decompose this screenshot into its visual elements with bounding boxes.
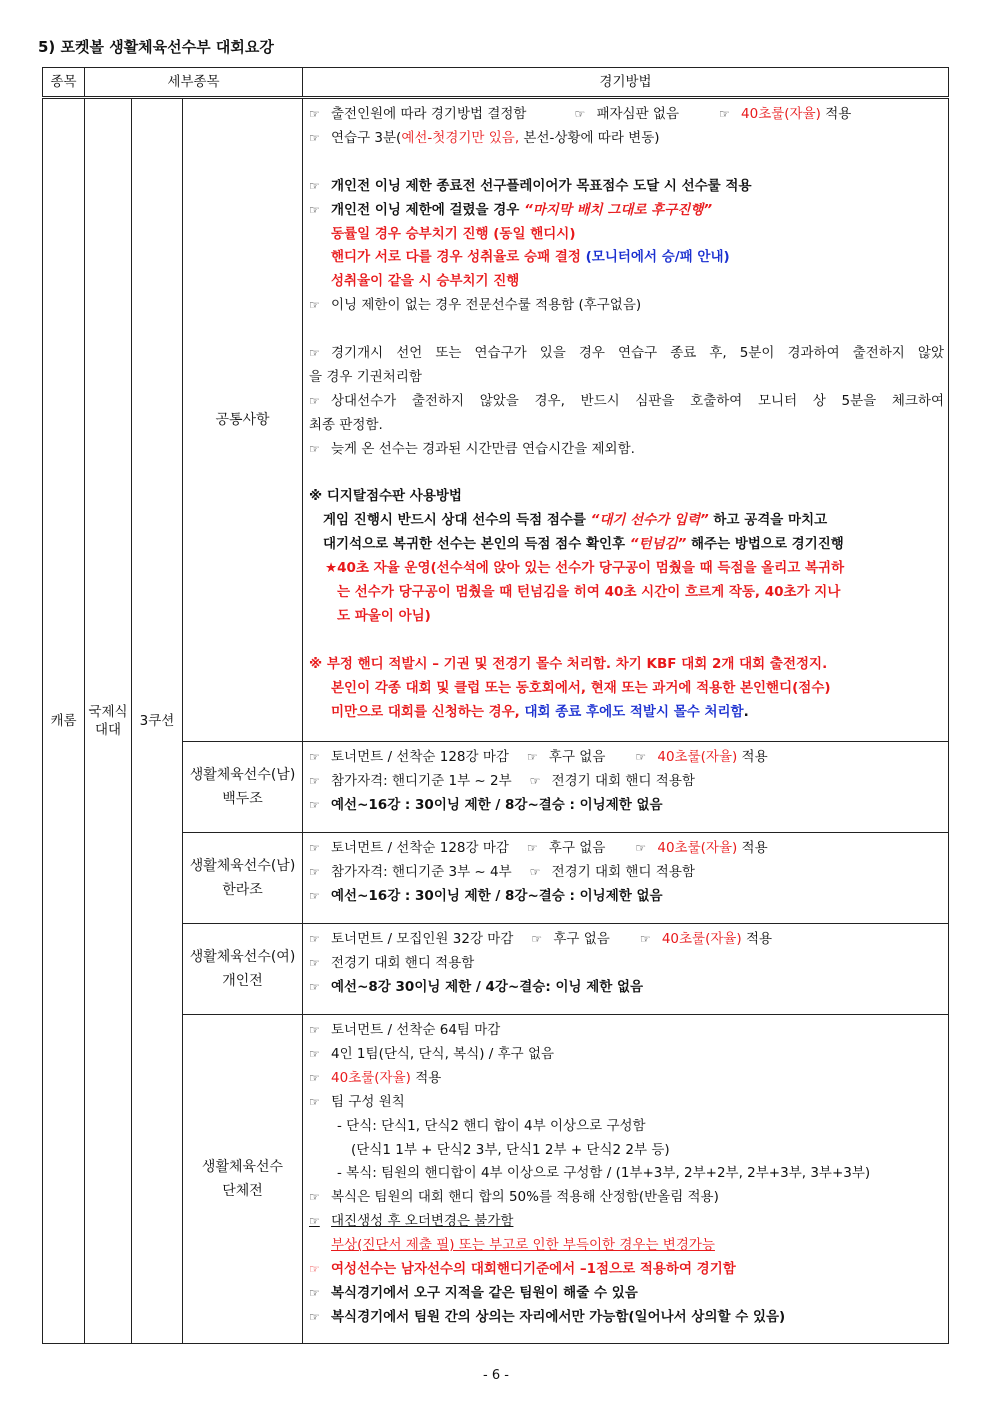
pointing-hand-icon: ☞ (309, 1070, 320, 1085)
rules-table (42, 67, 949, 1344)
rule-line: (단식1 1부 + 단식2 3부, 단식1 2부 + 단식2 2부 등) (351, 1141, 670, 1158)
pointing-hand-icon: ☞ (309, 298, 320, 313)
pointing-hand-icon: ☞ (309, 346, 320, 361)
header-category-cell: 종목 (43, 68, 85, 98)
pointing-hand-icon: ☞ (309, 932, 320, 946)
rule-line: 생활체육선수(여) (189, 949, 296, 965)
rule-line: ☞ 대진생성 후 오더변경은 불가함 (309, 1210, 944, 1234)
pointing-hand-icon: ☞ (309, 178, 320, 193)
team-rules (303, 1015, 949, 1344)
pointing-hand-icon: ☞ (309, 773, 320, 788)
rule-line: ☞ 이닝 제한이 없는 경우 전문선수룰 적용함 (후구없음) (309, 294, 944, 318)
rule-line: ☞ 참가자격: 핸디기준 3부 ~ 4부 ☞ 전경기 대회 핸디 적용함 (309, 861, 944, 885)
rule-line: ☞ 참가자격: 핸디기준 1부 ~ 2부 ☞ 전경기 대회 핸디 적용함 (309, 770, 944, 794)
pointing-hand-icon: ☞ (309, 750, 320, 764)
pointing-hand-icon: ☞ (309, 1190, 320, 1205)
category-international (85, 98, 132, 1344)
rule-line: 부상(진단서 제출 필) 또는 부고로 인한 부득이한 경우는 변경가능 (331, 1237, 715, 1254)
section-title: 5) 포켓볼 생활체육선수부 대회요강 (38, 38, 274, 56)
rule-line: ☞ 연습구 3분(예선-첫경기만 있음, 본선-상황에 따라 변동) (309, 127, 944, 151)
rule-line: ☞ 토너먼트 / 선착순 128강 마감 ☞ 후구 없음 ☞ 40초룰(자율) 적용 (309, 746, 944, 770)
pointing-hand-icon: ☞ (529, 773, 541, 788)
pointing-hand-icon: ☞ (309, 107, 320, 121)
common-label: 공통사항 (183, 98, 303, 742)
rule-line: 는 선수가 당구공이 멈췄을 때 턴넘김을 히여 40초 시간이 흐르게 작동, 40초가 지나 (337, 584, 841, 601)
rule-line: ☞ 늦게 온 선수는 경과된 시간만큼 연습시간을 제외함. (309, 438, 944, 462)
pointing-hand-icon: ☞ (309, 130, 320, 145)
pointing-hand-icon: ☞ (526, 841, 538, 855)
row-halla-rules (303, 833, 949, 924)
rule-line: ☞ 예선~16강 : 30이닝 제한 / 8강~결승 : 이닝제한 없음 (309, 794, 944, 818)
pointing-hand-icon: ☞ (635, 750, 647, 764)
rule-line: 생활체육선수(남) (189, 767, 296, 783)
row-women-label (183, 924, 303, 1015)
pointing-hand-icon: ☞ (526, 750, 538, 764)
rule-line: 단체전 (222, 1183, 263, 1199)
category-carom: 캐롬 (43, 98, 85, 1344)
pointing-hand-icon: ☞ (531, 932, 543, 946)
rule-line: ☞ 토너먼트 / 선착순 128강 마감 ☞ 후구 없음 ☞ 40초룰(자율) 적용 (309, 837, 944, 861)
rule-line: 성취율이 같을 시 승부치기 진행 (331, 273, 520, 290)
common-rules (303, 98, 949, 742)
rule-line: ☞ 토너먼트 / 선착순 64팀 마감 (309, 1019, 944, 1043)
rule-line: 을 경우 기권처리함 (309, 368, 422, 385)
rule-line: ☞ 복식경기에서 오구 지적을 같은 팀원이 해줄 수 있음 (309, 1282, 944, 1306)
pointing-hand-icon: ☞ (309, 864, 320, 879)
rule-line: ☞ 상대선수가 출전하지 않았을 경우, 반드시 심판을 호출하여 모니터 상 5분을 체크하여 (309, 390, 944, 414)
header-subcategory-cell: 세부종목 (85, 68, 303, 98)
rule-line: ★40초 자율 운영(선수석에 앉아 있는 선수가 당구공이 멈췄을 때 득점을 올리고 복귀하 (325, 560, 845, 577)
pointing-hand-icon: ☞ (309, 1285, 320, 1300)
rule-line: 미만으로 대회를 신청하는 경우, 대회 종료 후에도 적발시 몰수 처리함. (331, 703, 749, 720)
rule-line: ☞ 4인 1팀(단식, 단식, 복식) / 후구 없음 (309, 1043, 944, 1067)
rule-line: ☞ 팀 구성 원칙 (309, 1091, 944, 1115)
rule-line: 핸디가 서로 다를 경우 성취율로 승패 결정 (모니터에서 승/패 안내) (331, 249, 730, 266)
rule-line: 최종 판정함. (309, 416, 383, 433)
rule-line: ☞ 경기개시 선언 또는 연습구가 있을 경우 연습구 종료 후, 5분이 경과하여 출전하지 않았 (309, 342, 944, 366)
rule-line: ☞ 여성선수는 남자선수의 대회핸디기준에서 –1점으로 적용하여 경기함 (309, 1258, 944, 1282)
pointing-hand-icon: ☞ (309, 1046, 320, 1061)
rule-line: ☞ 복식은 팀원의 대회 핸디 합의 50%를 적용해 산정함(반올림 적용) (309, 1186, 944, 1210)
team-label (183, 1015, 303, 1344)
rule-line: ☞ 토너먼트 / 모집인원 32강 마감 ☞ 후구 없음 ☞ 40초룰(자율) 적용 (309, 928, 944, 952)
rule-line: 본인이 각종 대회 및 클럽 또는 동호회에서, 현재 또는 과거에 적용한 본인핸디(점수) (331, 679, 831, 696)
pointing-hand-icon: ☞ (309, 1309, 320, 1324)
rule-line: ☞ 예선~8강 30이닝 제한 / 4강~결승: 이닝 제한 없음 (309, 976, 944, 1000)
rule-line: 한라조 (222, 882, 263, 898)
pointing-hand-icon: ☞ (639, 932, 651, 946)
row-halla-label (183, 833, 303, 924)
rule-line: 대기석으로 복귀한 선수는 본인의 득점 점수 확인후 “턴넘김” 해주는 방법으로 경기진행 (323, 536, 844, 553)
rule-line: - 단식: 단식1, 단식2 핸디 합이 4부 이상으로 구성함 (337, 1117, 646, 1134)
rule-line: ☞ 출전인원에 따라 경기방법 결정함 ☞ 패자심판 없음 ☞ 40초룰(자율) 적용 (309, 103, 944, 127)
rule-line: ※ 부정 핸디 적발시 – 기권 및 전경기 몰수 처리함. 차기 KBF 대회 2개 대회 출전정지. (309, 655, 828, 672)
rule-line: 개인전 (222, 973, 263, 989)
category-international-line1: 국제식 (88, 704, 128, 720)
pointing-hand-icon: ☞ (309, 1094, 320, 1109)
row-baekdu-label (183, 742, 303, 833)
header-method-cell: 경기방법 (303, 68, 949, 98)
rule-line: ☞ 개인전 이닝 제한에 걸렸을 경우 “마지막 배치 그대로 후구진행” (309, 199, 944, 223)
row-women-rules (303, 924, 949, 1015)
rule-line: 동률일 경우 승부치기 진행 (동일 핸디시) (331, 225, 576, 242)
pointing-hand-icon: ☞ (309, 797, 320, 812)
pointing-hand-icon: ☞ (309, 841, 320, 855)
category-3cushion: 3쿠션 (132, 98, 183, 1344)
rule-line: 백두조 (222, 791, 263, 807)
rule-line: ☞ 40초룰(자율) 적용 (309, 1067, 944, 1091)
pointing-hand-icon: ☞ (309, 955, 320, 970)
pointing-hand-icon: ☞ (529, 864, 541, 879)
rule-line: ☞ 예선~16강 : 30이닝 제한 / 8강~결승 : 이닝제한 없음 (309, 885, 944, 909)
pointing-hand-icon: ☞ (309, 888, 320, 903)
rule-line: ※ 디지탈점수판 사용방법 (309, 488, 462, 505)
row-baekdu-rules (303, 742, 949, 833)
pointing-hand-icon: ☞ (309, 1214, 320, 1229)
rule-line: ☞ 개인전 이닝 제한 종료전 선구플레이어가 목표점수 도달 시 선수룰 적용 (309, 175, 944, 199)
pointing-hand-icon: ☞ (309, 979, 320, 994)
rule-line: - 복식: 팀원의 핸디합이 4부 이상으로 구성함 / (1부+3부, 2부+2부, 2부+3부, 3부+3부) (337, 1165, 871, 1182)
rule-line: ☞ 복식경기에서 팀원 간의 상의는 자리에서만 가능함(일어나서 상의할 수 있음) (309, 1306, 944, 1330)
rule-line: 생활체육선수(남) (189, 858, 296, 874)
pointing-hand-icon: ☞ (309, 441, 320, 456)
pointing-hand-icon: ☞ (309, 202, 320, 217)
rule-line: ☞ 전경기 대회 핸디 적용함 (309, 952, 944, 976)
pointing-hand-icon: ☞ (309, 393, 320, 408)
pointing-hand-icon: ☞ (309, 1023, 320, 1037)
rule-line: 게임 진행시 반드시 상대 선수의 득점 점수를 “대기 선수가 입력” 하고 공격을 마치고 (323, 512, 828, 529)
category-international-line2: 대대 (94, 722, 122, 738)
pointing-hand-icon: ☞ (574, 107, 586, 121)
pointing-hand-icon: ☞ (635, 841, 647, 855)
rule-line: 도 파울이 아님) (337, 607, 431, 624)
pointing-hand-icon: ☞ (309, 1262, 320, 1277)
rule-line: 생활체육선수 (201, 1159, 284, 1175)
page-number: - 6 - (483, 1368, 509, 1383)
pointing-hand-icon: ☞ (719, 107, 730, 121)
